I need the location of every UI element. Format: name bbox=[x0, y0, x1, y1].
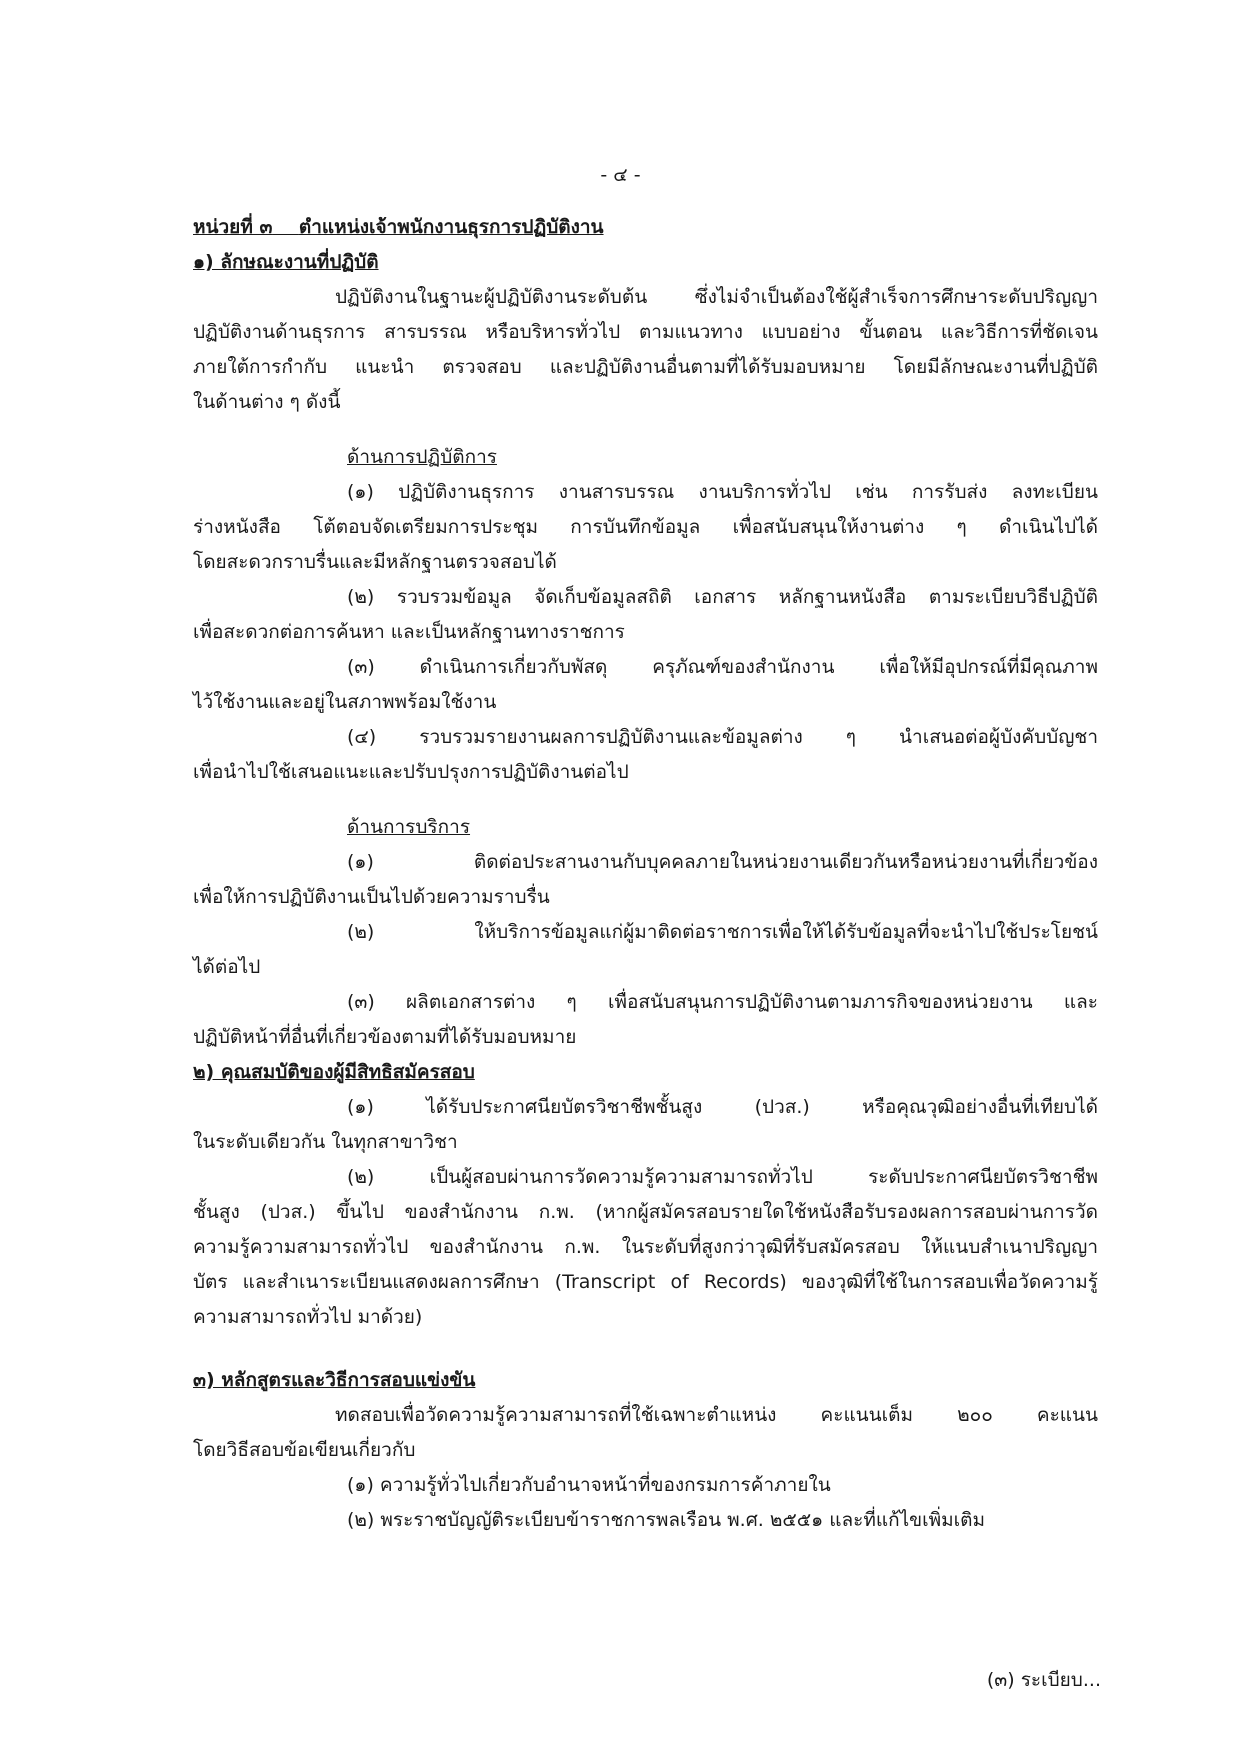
ops-subtitle: ด้านการปฏิบัติการ bbox=[347, 446, 497, 468]
ops-item-line: เพื่อสะดวกต่อการค้นหา และเป็นหลักฐานทางราชการ bbox=[193, 621, 625, 643]
svc-item-line: (๑) ติดต่อประสานงานกับบุคคลภายในหน่วยงานเดียวกันหรือหน่วยงานที่เกี่ยวข้อง bbox=[347, 851, 1098, 873]
svc-item-line: ได้ต่อไป bbox=[193, 956, 261, 978]
qual-item-line: บัตร และสำเนาระเบียนแสดงผลการศึกษา (Transcript of Records) ของวุฒิที่ใช้ในการสอบเพื่อวัดความรู้ bbox=[193, 1271, 1098, 1293]
section3-title: ๓) หลักสูตรและวิธีการสอบแข่งขัน bbox=[193, 1369, 476, 1391]
document-body bbox=[193, 210, 1098, 1538]
section1-intro-line: ภายใต้การกำกับ แนะนำ ตรวจสอบ และปฏิบัติงานอื่นตามที่ได้รับมอบหมาย โดยมีลักษณะงานที่ปฏิบัติ bbox=[193, 356, 1098, 378]
exam-item: (๒) พระราชบัญญัติระเบียบข้าราชการพลเรือน พ.ศ. ๒๕๕๑ และที่แก้ไขเพิ่มเติม bbox=[347, 1509, 986, 1531]
unit-heading bbox=[193, 210, 1098, 245]
ops-item-line: (๔) รวบรวมรายงานผลการปฏิบัติงานและข้อมูลต่าง ๆ นำเสนอต่อผู้บังคับบัญชา bbox=[347, 726, 1098, 748]
exam-item: (๑) ความรู้ทั่วไปเกี่ยวกับอำนาจหน้าที่ของกรมการค้าภายใน bbox=[347, 1474, 831, 1496]
svc-item-line: เพื่อให้การปฏิบัติงานเป็นไปด้วยความราบรื่น bbox=[193, 886, 550, 908]
ops-item-line: (๒) รวบรวมข้อมูล จัดเก็บข้อมูลสถิติ เอกสาร หลักฐานหนังสือ ตามระเบียบวิธีปฏิบัติ bbox=[347, 586, 1098, 608]
svc-item-line: ปฏิบัติหน้าที่อื่นที่เกี่ยวข้องตามที่ได้รับมอบหมาย bbox=[193, 1026, 577, 1048]
ops-item-line: เพื่อนำไปใช้เสนอแนะและปรับปรุงการปฏิบัติงานต่อไป bbox=[193, 761, 629, 783]
qual-item-line: ในระดับเดียวกัน ในทุกสาขาวิชา bbox=[193, 1131, 458, 1153]
section1-intro-line: ปฏิบัติงานด้านธุรการ สารบรรณ หรือบริหารทั่วไป ตามแนวทาง แบบอย่าง ขั้นตอน และวิธีการที่ชัดเจน bbox=[193, 321, 1098, 343]
svc-item-line: (๒) ให้บริการข้อมูลแก่ผู้มาติดต่อราชการเพื่อให้ได้รับข้อมูลที่จะนำไปใช้ประโยชน์ bbox=[347, 921, 1098, 943]
svc-item-line: (๓) ผลิตเอกสารต่าง ๆ เพื่อสนับสนุนการปฏิบัติงานตามภารกิจของหน่วยงาน และ bbox=[347, 991, 1098, 1013]
exam-intro-line: ทดสอบเพื่อวัดความรู้ความสามารถที่ใช้เฉพาะตำแหน่ง คะแนนเต็ม ๒๐๐ คะแนน bbox=[335, 1404, 1098, 1426]
svc-subtitle: ด้านการบริการ bbox=[347, 816, 471, 838]
section1-title: ๑) ลักษณะงานที่ปฏิบัติ bbox=[193, 251, 379, 273]
section1-intro-line: ปฏิบัติงานในฐานะผู้ปฏิบัติงานระดับต้น ซึ่งไม่จำเป็นต้องใช้ผู้สำเร็จการศึกษาระดับปริญญา bbox=[335, 286, 1098, 308]
section2-title: ๒) คุณสมบัติของผู้มีสิทธิสมัครสอบ bbox=[193, 1061, 475, 1083]
ops-item-line: (๑) ปฏิบัติงานธุรการ งานสารบรรณ งานบริการทั่วไป เช่น การรับส่ง ลงทะเบียน bbox=[347, 481, 1098, 503]
page-number: - ๔ - bbox=[600, 164, 641, 186]
position-title: ตำแหน่งเจ้าพนักงานธุรการปฏิบัติงาน bbox=[298, 216, 604, 238]
qual-item-line: ชั้นสูง (ปวส.) ขึ้นไป ของสำนักงาน ก.พ. (หากผู้สมัครสอบรายใดใช้หนังสือรับรองผลการสอบผ่านการวัด bbox=[193, 1201, 1098, 1223]
continuation-note: (๓) ระเบียบ... bbox=[986, 1669, 1101, 1691]
qual-item-line: ความสามารถทั่วไป มาด้วย) bbox=[193, 1306, 423, 1328]
section1-intro-line: ในด้านต่าง ๆ ดังนี้ bbox=[193, 391, 341, 413]
exam-intro-line: โดยวิธีสอบข้อเขียนเกี่ยวกับ bbox=[193, 1439, 416, 1461]
qual-item-line: (๑) ได้รับประกาศนียบัตรวิชาชีพชั้นสูง (ปวส.) หรือคุณวุฒิอย่างอื่นที่เทียบได้ bbox=[347, 1096, 1098, 1118]
qual-item-line: (๒) เป็นผู้สอบผ่านการวัดความรู้ความสามารถทั่วไป ระดับประกาศนียบัตรวิชาชีพ bbox=[347, 1166, 1098, 1188]
unit-label: หน่วยที่ ๓ bbox=[193, 216, 273, 238]
ops-item-line: ไว้ใช้งานและอยู่ในสภาพพร้อมใช้งาน bbox=[193, 691, 497, 713]
ops-item-line: โดยสะดวกราบรื่นและมีหลักฐานตรวจสอบได้ bbox=[193, 551, 557, 573]
qual-item-line: ความรู้ความสามารถทั่วไป ของสำนักงาน ก.พ. ในระดับที่สูงกว่าวุฒิที่รับสมัครสอบ ให้แนบสำเนาปริญญา bbox=[193, 1236, 1098, 1258]
ops-item-line: (๓) ดำเนินการเกี่ยวกับพัสดุ ครุภัณฑ์ของสำนักงาน เพื่อให้มีอุปกรณ์ที่มีคุณภาพ bbox=[347, 656, 1098, 678]
ops-item-line: ร่างหนังสือ โต้ตอบจัดเตรียมการประชุม การบันทึกข้อมูล เพื่อสนับสนุนให้งานต่าง ๆ ดำเนินไปได้ bbox=[193, 516, 1098, 538]
